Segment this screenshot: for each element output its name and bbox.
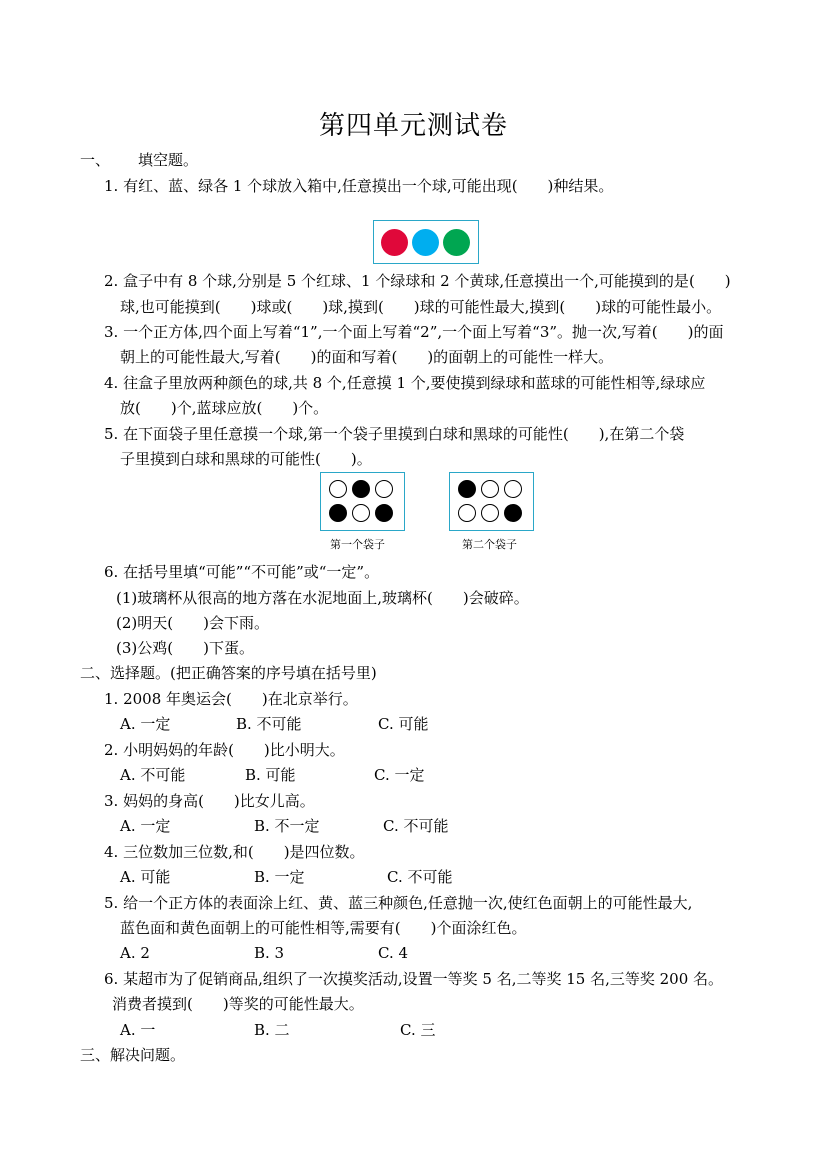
red-ball	[381, 229, 408, 256]
bag-2-caption: 第二个袋子	[462, 538, 517, 551]
s1-question-6-item-2: (2)明天( )会下雨。	[116, 614, 269, 632]
green-ball	[443, 229, 470, 256]
blue-ball	[412, 229, 439, 256]
s2-q6-option-b: B. 二	[254, 1021, 290, 1039]
s2-question-3: 3. 妈妈的身高( )比女儿高。	[104, 792, 315, 810]
s2-q3-option-a: A. 一定	[120, 817, 171, 835]
section-3-heading: 三、解决问题。	[80, 1046, 186, 1064]
s2-q3-option-c: C. 不可能	[383, 817, 449, 835]
s2-q6-option-c: C. 三	[400, 1021, 436, 1039]
black-ball	[504, 504, 522, 522]
s2-question-5-line-1: 5. 给一个正方体的表面涂上红、黄、蓝三种颜色,任意抛一次,使红色面朝上的可能性最大,	[104, 894, 693, 912]
white-ball	[329, 480, 347, 498]
s2-question-1: 1. 2008 年奥运会( )在北京举行。	[104, 690, 358, 708]
s1-question-2-line-1: 2. 盒子中有 8 个球,分别是 5 个红球、1 个绿球和 2 个黄球,任意摸出一个,可能摸到的是( )	[104, 272, 731, 290]
s2-q4-option-b: B. 一定	[254, 868, 305, 886]
s2-q1-option-a: A. 一定	[120, 715, 171, 733]
s2-q5-option-c: C. 4	[378, 944, 409, 962]
black-ball	[329, 504, 347, 522]
s1-question-4-line-2: 放( )个,蓝球应放( )个。	[120, 399, 329, 417]
s2-q2-option-c: C. 一定	[374, 766, 425, 784]
s2-question-5-line-2: 蓝色面和黄色面朝上的可能性相等,需要有( )个面涂红色。	[120, 919, 527, 937]
s1-question-5-line-2: 子里摸到白球和黑球的可能性( )。	[120, 450, 372, 468]
s2-question-6-line-1: 6. 某超市为了促销商品,组织了一次摸奖活动,设置一等奖 5 名,二等奖 15 名,三等奖 200 名。	[104, 970, 724, 988]
white-ball	[352, 504, 370, 522]
section-1-heading: 填空题。	[138, 151, 199, 169]
page-title: 第四单元测试卷	[318, 111, 508, 141]
s2-q3-option-b: B. 不一定	[254, 817, 320, 835]
s1-question-6-intro: 6. 在括号里填“可能”“不可能”或“一定”。	[104, 563, 380, 581]
black-ball	[458, 480, 476, 498]
s1-question-6-item-3: (3)公鸡( )下蛋。	[116, 639, 254, 657]
bag-1-caption: 第一个袋子	[330, 538, 385, 551]
s1-question-1: 1. 有红、蓝、绿各 1 个球放入箱中,任意摸出一个球,可能出现( )种结果。	[104, 177, 614, 195]
white-ball	[504, 480, 522, 498]
s1-question-6-item-1: (1)玻璃杯从很高的地方落在水泥地面上,玻璃杯( )会破碎。	[116, 589, 529, 607]
bag-2	[449, 472, 534, 531]
s2-q6-option-a: A. 一	[120, 1021, 156, 1039]
s2-q5-option-b: B. 3	[254, 944, 285, 962]
s2-q1-option-b: B. 不可能	[236, 715, 302, 733]
s1-question-5-line-1: 5. 在下面袋子里任意摸一个球,第一个袋子里摸到白球和黑球的可能性( ),在第二个袋	[104, 425, 685, 443]
s1-question-3-line-1: 3. 一个正方体,四个面上写着“1”,一个面上写着“2”,一个面上写着“3”。抛一次,写着( )的面	[104, 323, 724, 341]
section-1-number: 一、	[80, 151, 111, 169]
s2-question-6-line-2: 消费者摸到( )等奖的可能性最大。	[112, 995, 364, 1013]
s1-question-2-line-2: 球,也可能摸到( )球或( )球,摸到( )球的可能性最大,摸到( )球的可能性最小。	[120, 298, 722, 316]
ball-frame	[373, 220, 479, 264]
white-ball	[481, 504, 499, 522]
white-ball	[458, 504, 476, 522]
s2-question-2: 2. 小明妈妈的年龄( )比小明大。	[104, 741, 345, 759]
s1-question-3-line-2: 朝上的可能性最大,写着( )的面和写着( )的面朝上的可能性一样大。	[120, 348, 614, 366]
section-2-heading: 二、选择题。(把正确答案的序号填在括号里)	[80, 664, 377, 682]
s2-q4-option-a: A. 可能	[120, 868, 171, 886]
s2-question-4: 4. 三位数加三位数,和( )是四位数。	[104, 843, 365, 861]
black-ball	[375, 504, 393, 522]
s2-q4-option-c: C. 不可能	[387, 868, 453, 886]
white-ball	[375, 480, 393, 498]
s2-q5-option-a: A. 2	[120, 944, 150, 962]
bag-1	[320, 472, 405, 531]
s1-question-4-line-1: 4. 往盒子里放两种颜色的球,共 8 个,任意摸 1 个,要使摸到绿球和蓝球的可能性相等,绿球应	[104, 374, 706, 392]
s2-q1-option-c: C. 可能	[378, 715, 429, 733]
white-ball	[481, 480, 499, 498]
s2-q2-option-b: B. 可能	[245, 766, 296, 784]
s2-q2-option-a: A. 不可能	[120, 766, 186, 784]
black-ball	[352, 480, 370, 498]
